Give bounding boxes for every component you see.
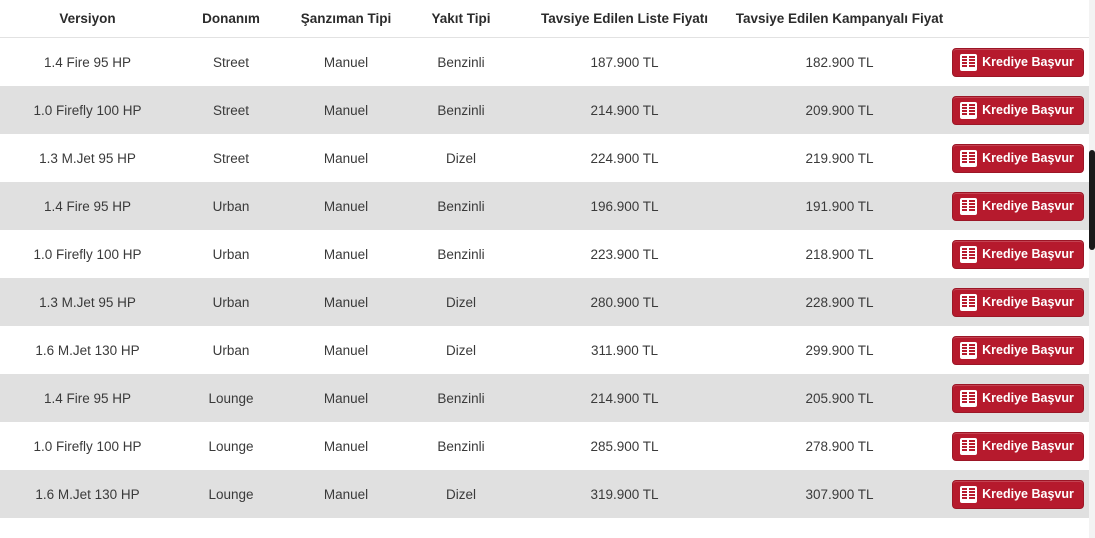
cell-sanziman: Manuel xyxy=(287,38,405,87)
cell-donanim: Street xyxy=(175,134,287,182)
cell-kampanyali-fiyat: 205.900 TL xyxy=(732,374,947,422)
cell-sanziman: Manuel xyxy=(287,182,405,230)
cell-versiyon: 1.0 Firefly 100 HP xyxy=(0,86,175,134)
table-row xyxy=(0,470,1089,518)
cell-yakit: Benzinli xyxy=(405,230,517,278)
krediye-basvur-button[interactable] xyxy=(952,480,1084,509)
cell-yakit: Dizel xyxy=(405,326,517,374)
cell-liste-fiyati: 311.900 TL xyxy=(517,326,732,374)
credit-card-icon xyxy=(960,198,977,215)
table-row xyxy=(0,86,1089,134)
cell-donanim: Street xyxy=(175,86,287,134)
cell-action xyxy=(947,326,1089,374)
krediye-basvur-button[interactable] xyxy=(952,288,1084,317)
krediye-basvur-button-label: Krediye Başvur xyxy=(982,390,1074,405)
krediye-basvur-button-label: Krediye Başvur xyxy=(982,486,1074,501)
cell-versiyon: 1.4 Fire 95 HP xyxy=(0,38,175,87)
cell-donanim: Urban xyxy=(175,182,287,230)
krediye-basvur-button-label: Krediye Başvur xyxy=(982,150,1074,165)
cell-kampanyali-fiyat: 219.900 TL xyxy=(732,134,947,182)
krediye-basvur-button[interactable] xyxy=(952,336,1084,365)
krediye-basvur-button[interactable] xyxy=(952,432,1084,461)
krediye-basvur-button-label: Krediye Başvur xyxy=(982,246,1074,261)
krediye-basvur-button[interactable] xyxy=(952,144,1084,173)
cell-liste-fiyati: 214.900 TL xyxy=(517,86,732,134)
cell-liste-fiyati: 319.900 TL xyxy=(517,470,732,518)
cell-yakit: Benzinli xyxy=(405,86,517,134)
credit-card-icon xyxy=(960,294,977,311)
cell-donanim: Street xyxy=(175,38,287,87)
cell-action xyxy=(947,230,1089,278)
credit-card-icon xyxy=(960,390,977,407)
cell-kampanyali-fiyat: 278.900 TL xyxy=(732,422,947,470)
cell-liste-fiyati: 187.900 TL xyxy=(517,38,732,87)
cell-donanim: Lounge xyxy=(175,374,287,422)
cell-liste-fiyati: 280.900 TL xyxy=(517,278,732,326)
krediye-basvur-button-label: Krediye Başvur xyxy=(982,54,1074,69)
cell-versiyon: 1.3 M.Jet 95 HP xyxy=(0,278,175,326)
credit-card-icon xyxy=(960,438,977,455)
cell-sanziman: Manuel xyxy=(287,374,405,422)
page-scrollbar-track[interactable] xyxy=(1089,0,1095,538)
cell-sanziman: Manuel xyxy=(287,326,405,374)
cell-action xyxy=(947,182,1089,230)
cell-donanim: Urban xyxy=(175,326,287,374)
column-header-donanim: Donanım xyxy=(175,0,287,38)
table-header-row xyxy=(0,0,1089,38)
cell-action xyxy=(947,38,1089,87)
table-header xyxy=(0,0,1089,38)
column-header-action xyxy=(947,0,1089,38)
cell-yakit: Benzinli xyxy=(405,182,517,230)
cell-kampanyali-fiyat: 228.900 TL xyxy=(732,278,947,326)
cell-kampanyali-fiyat: 218.900 TL xyxy=(732,230,947,278)
krediye-basvur-button[interactable] xyxy=(952,384,1084,413)
credit-card-icon xyxy=(960,342,977,359)
cell-versiyon: 1.6 M.Jet 130 HP xyxy=(0,470,175,518)
cell-sanziman: Manuel xyxy=(287,230,405,278)
cell-versiyon: 1.4 Fire 95 HP xyxy=(0,182,175,230)
cell-liste-fiyati: 224.900 TL xyxy=(517,134,732,182)
column-header-sanziman-tipi: Şanzıman Tipi xyxy=(287,0,405,38)
table-row xyxy=(0,326,1089,374)
column-header-versiyon: Versiyon xyxy=(0,0,175,38)
cell-yakit: Benzinli xyxy=(405,38,517,87)
cell-versiyon: 1.0 Firefly 100 HP xyxy=(0,230,175,278)
krediye-basvur-button[interactable] xyxy=(952,48,1084,77)
table-row xyxy=(0,374,1089,422)
table-row xyxy=(0,230,1089,278)
krediye-basvur-button[interactable] xyxy=(952,240,1084,269)
cell-donanim: Urban xyxy=(175,230,287,278)
table-body xyxy=(0,38,1089,519)
cell-yakit: Benzinli xyxy=(405,422,517,470)
cell-sanziman: Manuel xyxy=(287,422,405,470)
cell-liste-fiyati: 196.900 TL xyxy=(517,182,732,230)
credit-card-icon xyxy=(960,486,977,503)
cell-action xyxy=(947,422,1089,470)
krediye-basvur-button-label: Krediye Başvur xyxy=(982,438,1074,453)
cell-kampanyali-fiyat: 191.900 TL xyxy=(732,182,947,230)
cell-liste-fiyati: 214.900 TL xyxy=(517,374,732,422)
cell-action xyxy=(947,134,1089,182)
krediye-basvur-button-label: Krediye Başvur xyxy=(982,198,1074,213)
credit-card-icon xyxy=(960,102,977,119)
cell-yakit: Dizel xyxy=(405,278,517,326)
cell-sanziman: Manuel xyxy=(287,278,405,326)
cell-kampanyali-fiyat: 209.900 TL xyxy=(732,86,947,134)
cell-liste-fiyati: 285.900 TL xyxy=(517,422,732,470)
cell-kampanyali-fiyat: 299.900 TL xyxy=(732,326,947,374)
credit-card-icon xyxy=(960,54,977,71)
krediye-basvur-button-label: Krediye Başvur xyxy=(982,342,1074,357)
cell-sanziman: Manuel xyxy=(287,86,405,134)
krediye-basvur-button[interactable] xyxy=(952,192,1084,221)
cell-yakit: Dizel xyxy=(405,470,517,518)
table-row xyxy=(0,422,1089,470)
cell-liste-fiyati: 223.900 TL xyxy=(517,230,732,278)
cell-sanziman: Manuel xyxy=(287,134,405,182)
cell-action xyxy=(947,278,1089,326)
cell-versiyon: 1.0 Firefly 100 HP xyxy=(0,422,175,470)
table-row xyxy=(0,278,1089,326)
column-header-liste-fiyati: Tavsiye Edilen Liste Fiyatı xyxy=(517,0,732,38)
cell-action xyxy=(947,86,1089,134)
cell-yakit: Benzinli xyxy=(405,374,517,422)
krediye-basvur-button-label: Krediye Başvur xyxy=(982,294,1074,309)
cell-donanim: Lounge xyxy=(175,422,287,470)
cell-versiyon: 1.6 M.Jet 130 HP xyxy=(0,326,175,374)
krediye-basvur-button[interactable] xyxy=(952,96,1084,125)
cell-yakit: Dizel xyxy=(405,134,517,182)
cell-donanim: Lounge xyxy=(175,470,287,518)
column-header-yakit-tipi: Yakıt Tipi xyxy=(405,0,517,38)
table-row xyxy=(0,182,1089,230)
krediye-basvur-button-label: Krediye Başvur xyxy=(982,102,1074,117)
table-row xyxy=(0,134,1089,182)
page-scrollbar-thumb[interactable] xyxy=(1089,150,1095,250)
column-header-kampanyali-fiyat: Tavsiye Edilen Kampanyalı Fiyat xyxy=(732,0,947,38)
credit-card-icon xyxy=(960,246,977,263)
credit-card-icon xyxy=(960,150,977,167)
cell-versiyon: 1.3 M.Jet 95 HP xyxy=(0,134,175,182)
cell-versiyon: 1.4 Fire 95 HP xyxy=(0,374,175,422)
cell-kampanyali-fiyat: 307.900 TL xyxy=(732,470,947,518)
table-row xyxy=(0,38,1089,87)
cell-kampanyali-fiyat: 182.900 TL xyxy=(732,38,947,87)
cell-sanziman: Manuel xyxy=(287,470,405,518)
cell-donanim: Urban xyxy=(175,278,287,326)
cell-action xyxy=(947,374,1089,422)
cell-action xyxy=(947,470,1089,518)
